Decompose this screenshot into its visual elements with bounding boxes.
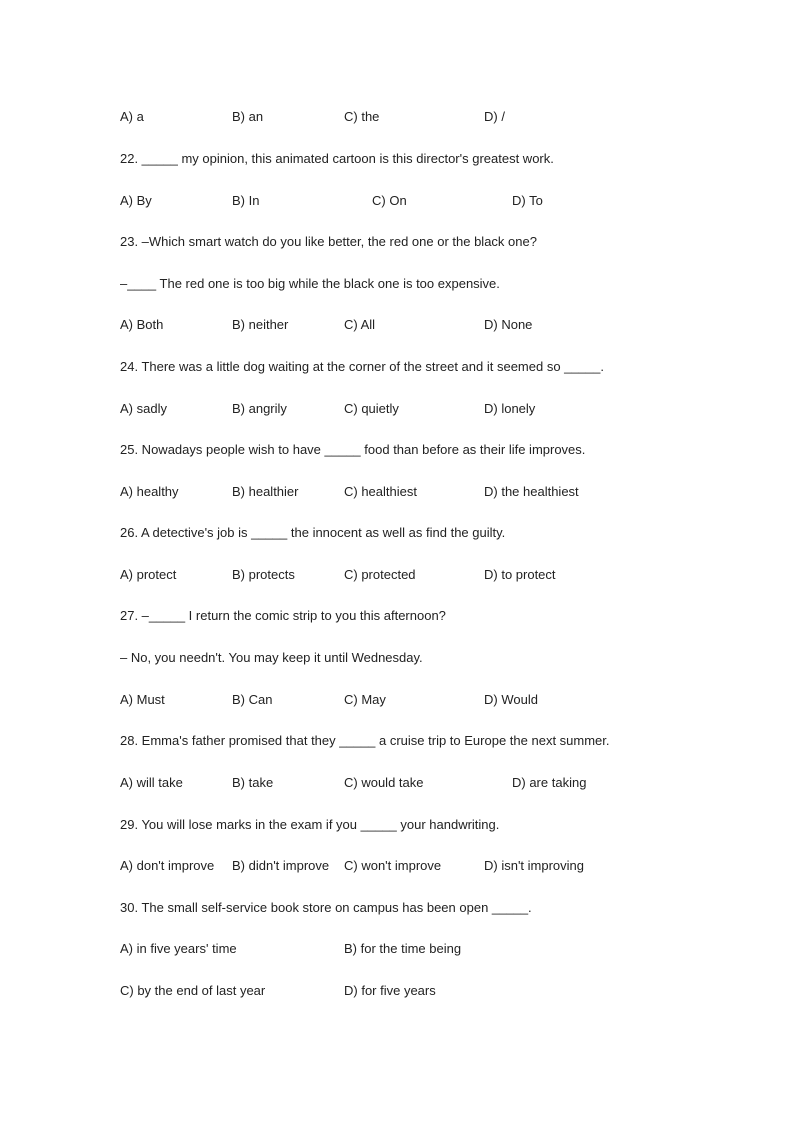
answer-option: B) protects (232, 567, 295, 582)
answer-options (120, 857, 734, 875)
answer-option: C) All (344, 317, 376, 332)
question-text: –____ The red one is too big while the black one is too expensive. (120, 276, 500, 291)
answer-option: A) healthy (120, 484, 179, 499)
answer-options (120, 566, 734, 584)
answer-option: B) angrily (232, 401, 287, 416)
answer-options (120, 400, 734, 418)
answer-option: D) isn't improving (484, 858, 585, 873)
question-text: 29. You will lose marks in the exam if you _____ your handwriting. (120, 817, 500, 832)
answer-option: B) an (232, 109, 264, 124)
question-text: 23. –Which smart watch do you like better, the red one or the black one? (120, 234, 537, 249)
answer-options (120, 316, 734, 334)
answer-option: A) in five years' time (120, 941, 237, 956)
question-text: 25. Nowadays people wish to have _____ food than before as their life improves. (120, 442, 586, 457)
question-text: – No, you needn't. You may keep it until Wednesday. (120, 650, 423, 665)
answer-option: B) Can (232, 692, 273, 707)
answer-option: D) for five years (344, 983, 436, 998)
answer-options (120, 192, 734, 210)
answer-option: C) quietly (344, 401, 399, 416)
answer-option: A) By (120, 193, 152, 208)
answer-option: C) healthiest (344, 484, 417, 499)
answer-option: A) sadly (120, 401, 167, 416)
answer-option: B) didn't improve (232, 858, 330, 873)
question-text: 22. _____ my opinion, this animated cartoon is this director's greatest work. (120, 151, 554, 166)
question-text: 27. –_____ I return the comic strip to you this afternoon? (120, 608, 446, 623)
answer-option: C) On (372, 193, 407, 208)
answer-option: C) May (344, 692, 386, 707)
answer-option: C) the (344, 109, 380, 124)
answer-option: D) None (484, 317, 533, 332)
answer-option: C) protected (344, 567, 416, 582)
question-text: 28. Emma's father promised that they _____ a cruise trip to Europe the next summer. (120, 733, 610, 748)
answer-option: D) the healthiest (484, 484, 579, 499)
answer-option: B) In (232, 193, 260, 208)
answer-option: A) don't improve (120, 858, 215, 873)
answer-option: C) would take (344, 775, 424, 790)
answer-option: C) by the end of last year (120, 983, 266, 998)
answer-options (120, 691, 734, 709)
answer-option: D) lonely (484, 401, 536, 416)
answer-option: B) healthier (232, 484, 299, 499)
question-text: 30. The small self-service book store on campus has been open _____. (120, 900, 532, 915)
answer-option: B) for the time being (344, 941, 462, 956)
answer-option: A) a (120, 109, 144, 124)
answer-option: C) won't improve (344, 858, 442, 873)
answer-option: D) are taking (512, 775, 587, 790)
answer-option: A) Must (120, 692, 165, 707)
answer-option: A) protect (120, 567, 177, 582)
answer-option: D) / (484, 109, 505, 124)
answer-option: B) neither (232, 317, 289, 332)
question-text: 26. A detective's job is _____ the innocent as well as find the guilty. (120, 525, 506, 540)
answer-option: A) Both (120, 317, 164, 332)
answer-option: D) to protect (484, 567, 556, 582)
answer-options (120, 108, 734, 126)
answer-options (120, 774, 734, 792)
question-text: 24. There was a little dog waiting at the corner of the street and it seemed so _____. (120, 359, 604, 374)
answer-options (120, 483, 734, 501)
answer-option: D) To (512, 193, 543, 208)
answer-options (120, 982, 734, 1000)
answer-option: A) will take (120, 775, 183, 790)
answer-option: B) take (232, 775, 274, 790)
answer-options (120, 940, 734, 958)
answer-option: D) Would (484, 692, 538, 707)
